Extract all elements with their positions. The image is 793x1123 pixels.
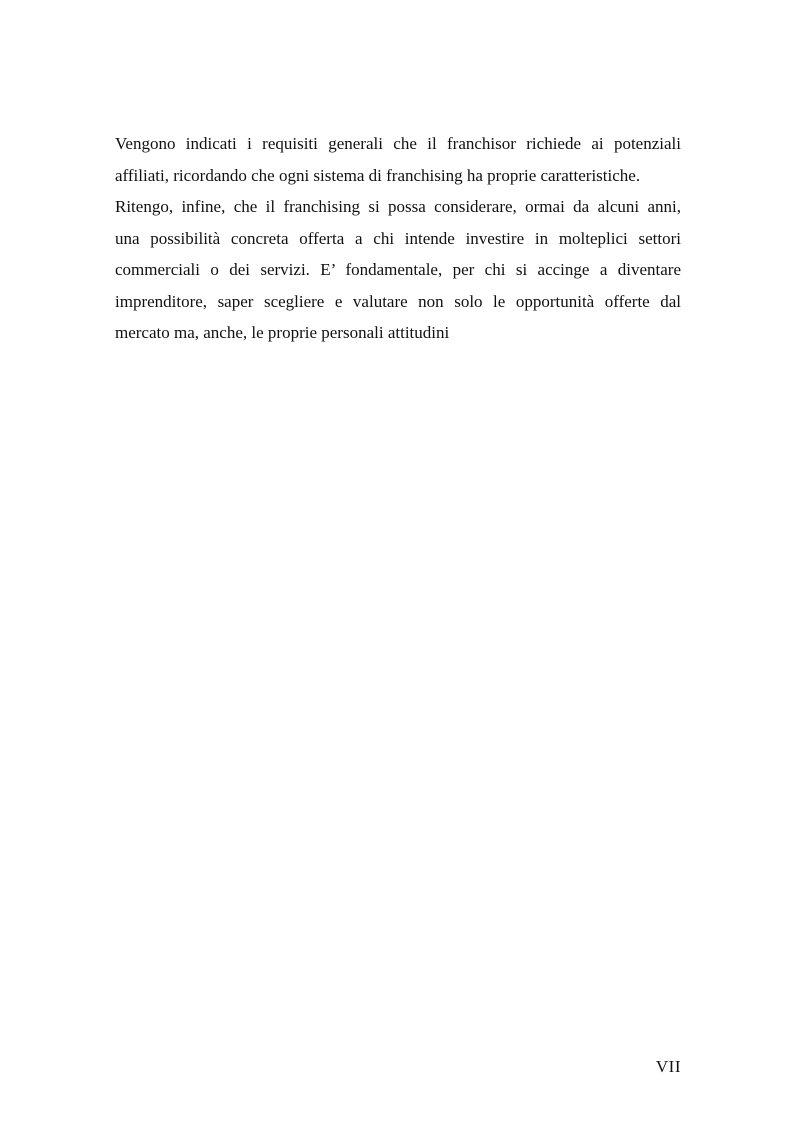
body-text (115, 128, 681, 349)
text-line: commerciali o dei servizi. E’ fondamentale, per chi si accinge a diventare (115, 260, 681, 279)
paragraph-requisiti (115, 128, 681, 191)
text-line: affiliati, ricordando che ogni sistema di franchising ha proprie caratteristiche. (115, 165, 641, 185)
text-line: imprenditore, saper scegliere e valutare non solo le opportunità offerte dal (115, 291, 681, 311)
text-line: una possibilità concreta offerta a chi intende investire in molteplici settori (115, 228, 681, 248)
text-line: Vengono indicati i requisiti generali che il franchisor richiede ai potenziali (115, 134, 681, 153)
text-line: mercato ma, anche, le proprie personali attitudini (115, 323, 450, 342)
page-number: VII (655, 1057, 681, 1076)
paragraph-conclusione (115, 191, 681, 349)
text-line: Ritengo, infine, che il franchising si possa considerare, ormai da alcuni anni, (115, 197, 681, 216)
